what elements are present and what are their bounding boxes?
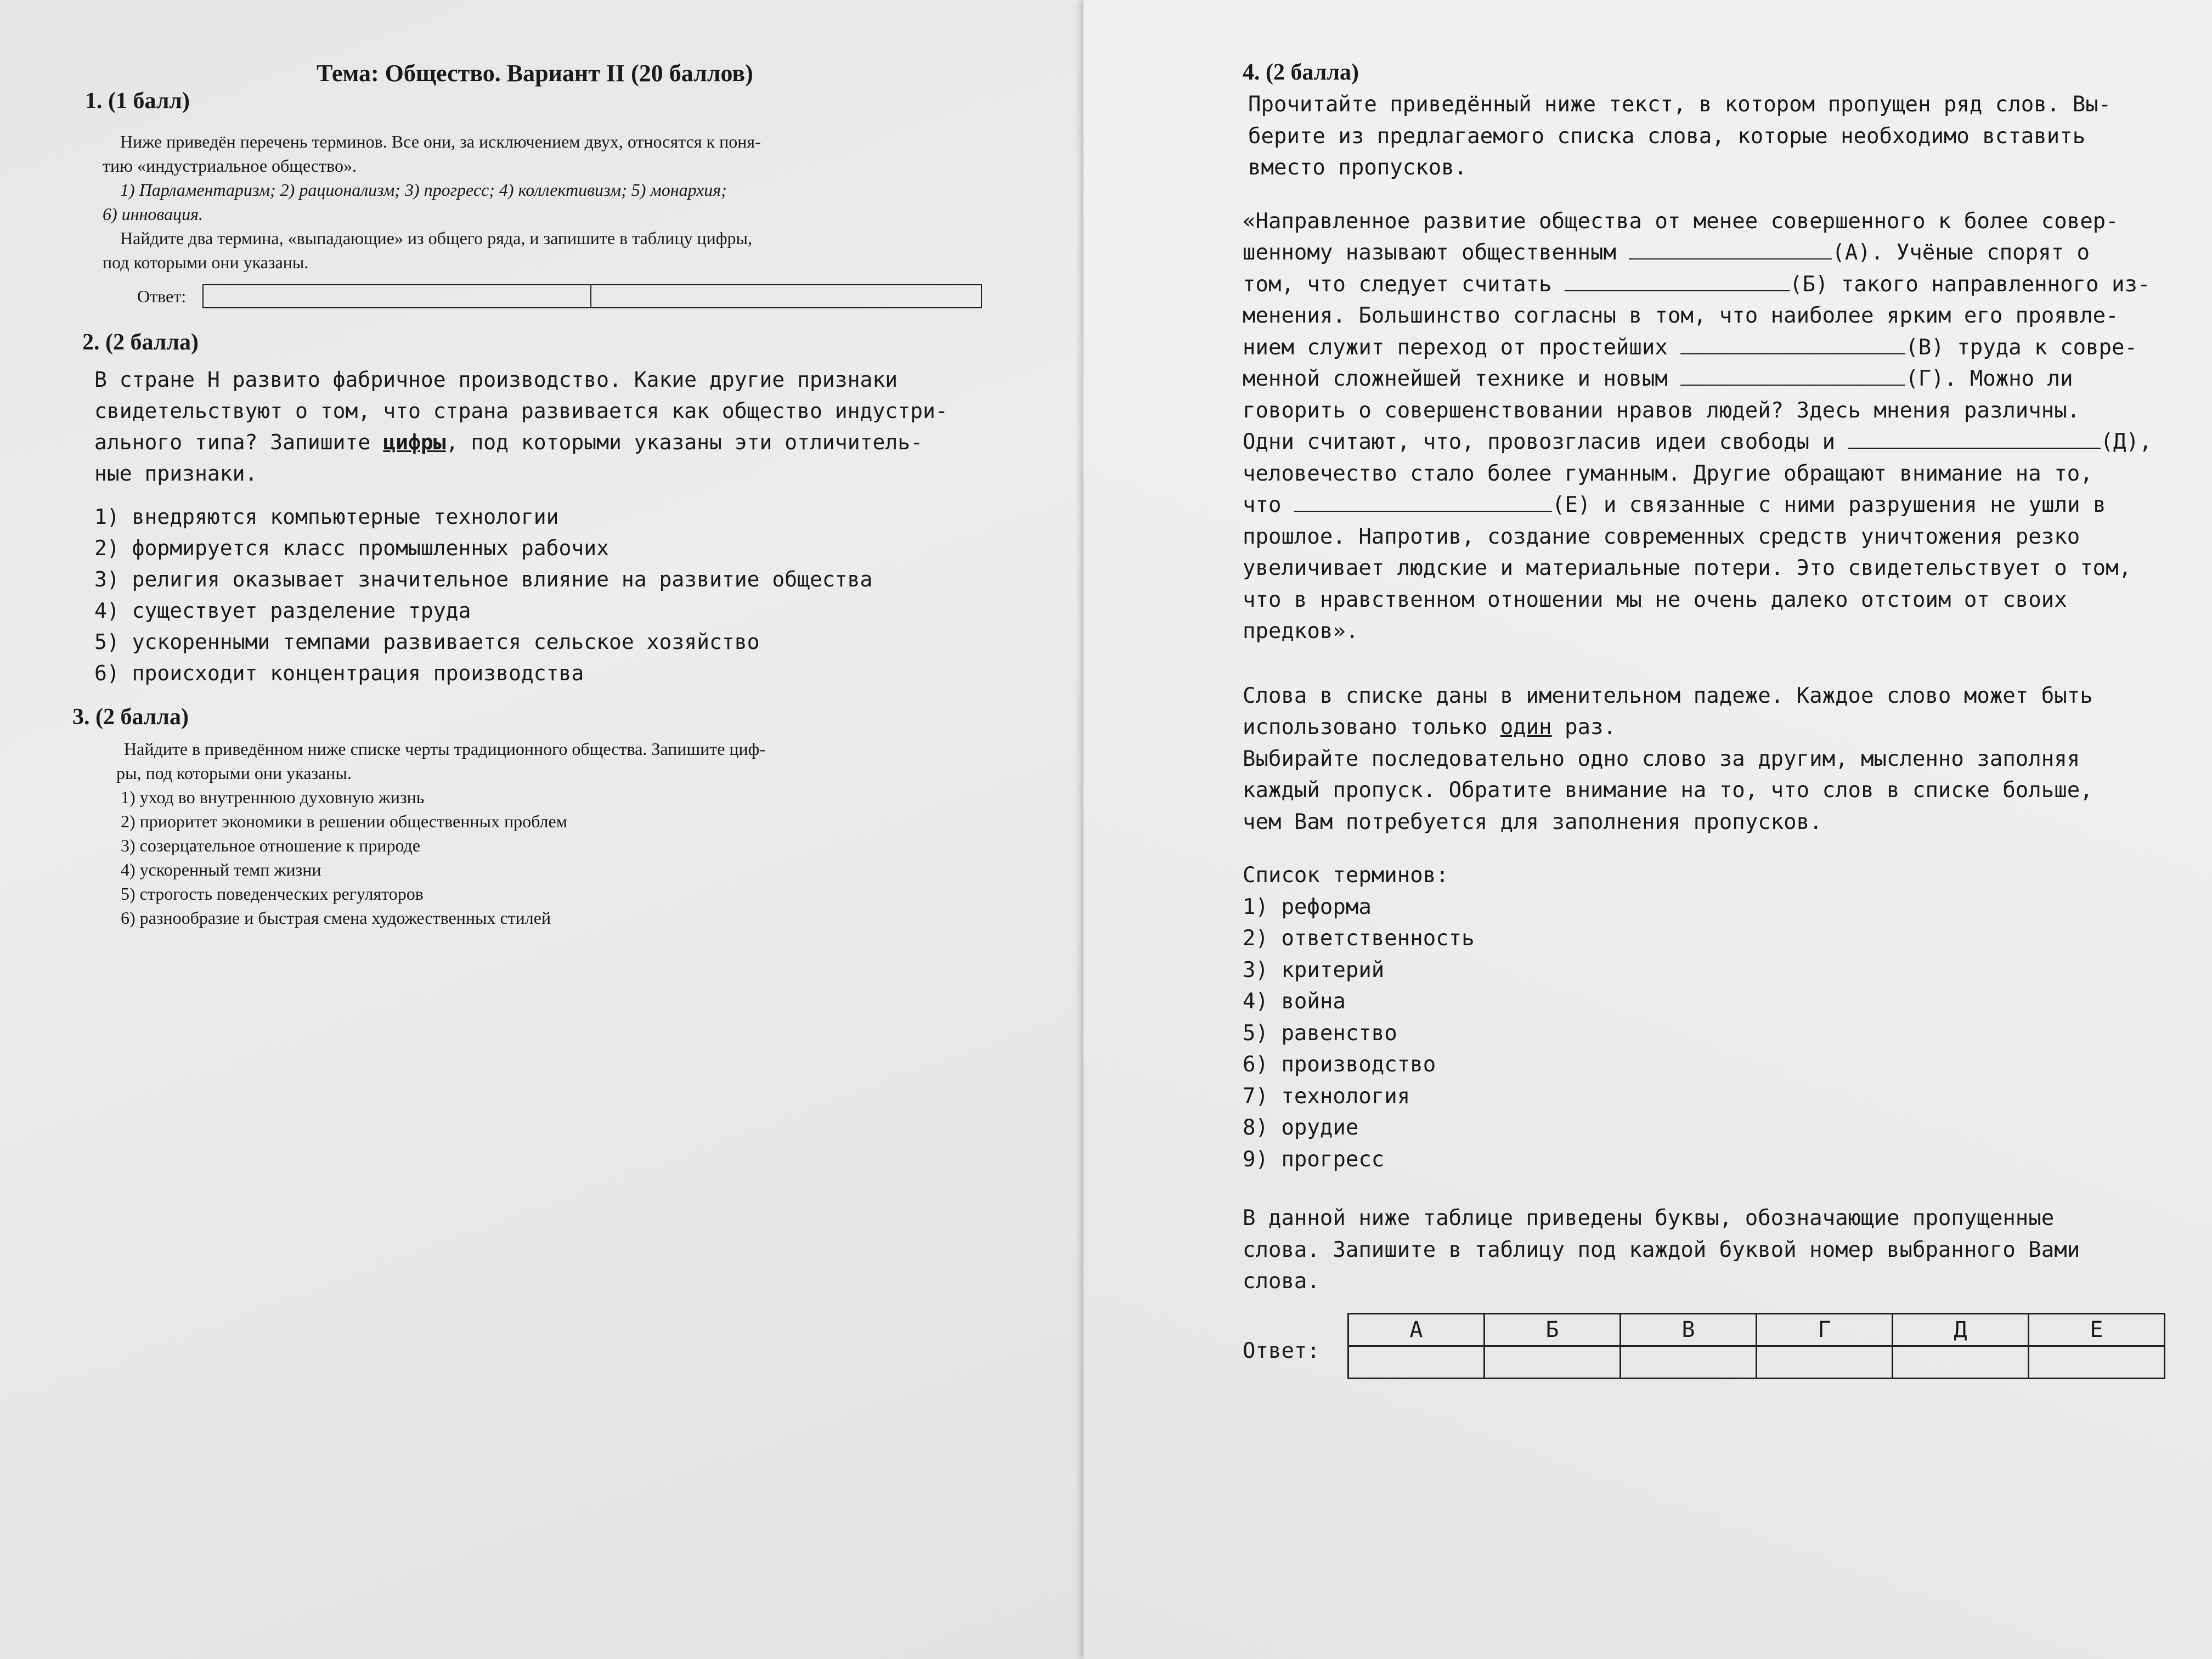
text-line-4: менения. Большинство согласны в том, что наиболее ярким его проявле- (1243, 303, 2119, 328)
rules-line-2-start: использовано только (1243, 715, 1500, 740)
task-3-options (121, 785, 1038, 930)
blank-V[interactable] (1680, 335, 1905, 354)
text-line-12: увеличивает людские и материальные потери. Это свидетельствует о том, (1243, 556, 2132, 580)
text-line-14: предков». (1243, 619, 1359, 644)
task-3-question: Найдите в приведённом ниже списке черты традиционного общества. Запишите циф- (124, 739, 766, 759)
rules-line-5: чем Вам потребуется для заполнения пропусков. (1243, 809, 1822, 834)
term-2: 2) ответственность (1243, 926, 1475, 951)
blank-A[interactable] (1629, 240, 1832, 259)
task-3-option-4: 4) ускоренный темп жизни (121, 860, 321, 879)
answer-table-inputs (1348, 1346, 2164, 1378)
task-3-option-3: 3) созерцательное отношение к природе (121, 836, 421, 855)
answer-letter-V: В (1620, 1313, 1756, 1346)
term-9: 9) прогресс (1243, 1147, 1385, 1172)
task-1-answer-box[interactable] (202, 284, 982, 308)
task-4-intro (1248, 89, 2186, 184)
task-3-question-cont: ры, под которыми они указаны. (116, 763, 352, 783)
task-2-option-3: 3) религия оказывает значительное влияние на развитие общества (94, 567, 873, 591)
answer-cell-G[interactable] (1756, 1346, 1892, 1378)
right-page (1084, 0, 2212, 1659)
task-2-heading: 2. (2 балла) (82, 330, 199, 355)
blank-G[interactable] (1680, 366, 1905, 386)
text-line-5-end: (В) труда к совре- (1905, 335, 2137, 360)
answer-cell-E[interactable] (2028, 1346, 2164, 1378)
text-line-3-start: том, что следует считать (1243, 272, 1565, 297)
blank-D[interactable] (1848, 429, 2101, 449)
task-2-option-5: 5) ускоренными темпами развивается сельское хозяйство (94, 630, 760, 654)
task-4-answer-label: Ответ: (1243, 1339, 1320, 1364)
task-1-heading: 1. (1 балл) (85, 88, 190, 114)
rules-line-4: каждый пропуск. Обратите внимание на то, что слов в списке больше, (1243, 778, 2093, 803)
task-1-intro: Ниже приведён перечень терминов. Все они, за исключением двух, относятся к поня- (120, 132, 761, 151)
task-1-answer-cell-2[interactable] (591, 285, 981, 307)
rules-line-2-end: раз. (1551, 715, 1616, 740)
task-1-intro-cont: тию «индустриальное общество». (103, 156, 357, 176)
text-line-6 (1243, 363, 2186, 395)
text-line-9: человечество стало более гуманным. Другие обращают внимание на то, (1243, 461, 2093, 486)
task-1-body (85, 129, 1007, 274)
table-intro-line-1: В данной ниже таблице приведены буквы, обозначающие пропущенные (1243, 1206, 2055, 1231)
task-2-question (94, 364, 1037, 489)
task-2-question-line-4: ные признаки. (94, 461, 258, 486)
text-line-8-end: (Д), (2100, 430, 2152, 454)
text-line-10-start: что (1243, 493, 1294, 517)
text-line-3 (1243, 269, 2186, 301)
task-3-body (72, 737, 1038, 785)
task-4-heading: 4. (2 балла) (1243, 60, 1359, 85)
task-1-terms-cont: 6) инновация. (103, 204, 203, 224)
text-line-1: «Направленное развитие общества от менее совершенного к более совер- (1243, 208, 2119, 234)
text-line-10-end: (Е) и связанные с ними разрушения не ушли в (1551, 493, 2106, 517)
answer-cell-B[interactable] (1484, 1346, 1620, 1378)
task-1-answer-cell-1[interactable] (204, 285, 591, 307)
text-line-11: прошлое. Напротив, создание современных средств уничтожения резко (1243, 524, 2080, 549)
page-title: Тема: Общество. Вариант II (20 баллов) (317, 60, 753, 87)
task-1 (85, 88, 1007, 308)
term-4: 4) война (1243, 989, 1346, 1014)
answer-letter-B: Б (1484, 1313, 1620, 1346)
task-2-option-4: 4) существует разделение труда (94, 599, 471, 623)
task-4-answer (1243, 1313, 2186, 1379)
answer-table-header (1348, 1313, 2164, 1346)
task-1-answer-label: Ответ: (137, 286, 187, 306)
term-1: 1) реформа (1243, 894, 1372, 919)
task-4-intro-line-1: Прочитайте приведённый ниже текст, в котором пропущен ряд слов. Вы- (1248, 92, 2112, 117)
task-4 (1243, 59, 2186, 1379)
answer-cell-D[interactable] (1892, 1346, 2028, 1378)
table-intro-line-3: слова. (1243, 1269, 1320, 1294)
term-6: 6) производство (1243, 1052, 1436, 1077)
text-line-6-end: (Г). Можно ли (1905, 366, 2073, 391)
task-1-instruction: Найдите два термина, «выпадающие» из общего ряда, и запишите в таблицу цифры, (120, 228, 752, 248)
blank-B[interactable] (1565, 272, 1790, 291)
text-line-2 (1243, 237, 2186, 269)
text-line-2-end: (А). Учёные спорят о (1832, 240, 2090, 265)
task-3-option-1: 1) уход во внутреннюю духовную жизнь (121, 787, 425, 807)
answer-cell-V[interactable] (1620, 1346, 1756, 1378)
task-1-instruction-cont: под которыми они указаны. (103, 252, 309, 272)
term-7: 7) технология (1243, 1084, 1410, 1109)
rules-emphasis-one: один (1500, 715, 1552, 740)
task-2-question-line-2: свидетельствуют о том, что страна развивается как общество индустри- (94, 399, 948, 423)
task-1-terms: 1) Парламентаризм; 2) рационализм; 3) прогресс; 4) коллективизм; 5) монархия; (120, 180, 727, 200)
term-3: 3) критерий (1243, 957, 1385, 983)
task-1-answer (137, 284, 1007, 308)
terms-list (1243, 891, 2186, 1176)
task-3 (72, 704, 1038, 930)
answer-letter-G: Г (1756, 1313, 1892, 1346)
task-2-q3-emphasis: цифры (383, 430, 446, 454)
term-5: 5) равенство (1243, 1020, 1397, 1046)
task-4-intro-line-2: берите из предлагаемого списка слова, которые необходимо вставить (1248, 123, 2086, 149)
term-8: 8) орудие (1243, 1115, 1359, 1140)
table-intro (1243, 1203, 2186, 1297)
task-4-rules (1243, 680, 2186, 838)
task-2-q3-start: ального типа? Запишите (94, 430, 383, 454)
task-2-option-6: 6) происходит концентрация производства (94, 661, 584, 685)
table-intro-line-2: слова. Запишите в таблицу под каждой буквой номер выбранного Вами (1243, 1237, 2080, 1262)
task-2-option-2: 2) формируется класс промышленных рабочих (94, 536, 609, 560)
task-3-heading: 3. (2 балла) (72, 704, 189, 730)
text-line-5-start: нием служит переход от простейших (1243, 335, 1681, 360)
blank-E[interactable] (1294, 492, 1552, 512)
rules-line-1: Слова в списке даны в именительном падеже. Каждое слово может быть (1243, 683, 2093, 708)
answer-cell-A[interactable] (1348, 1346, 1484, 1378)
task-2-option-1: 1) внедряются компьютерные технологии (94, 505, 559, 529)
terms-list-title: Список терминов: (1243, 863, 1449, 888)
task-4-text (1243, 206, 2186, 647)
task-2-question-line-1: В стране Н развито фабричное производство. Какие другие признаки (94, 368, 898, 392)
text-line-2-start: шенному называют общественным (1243, 240, 1629, 265)
task-4-intro-line-3: вместо пропусков. (1248, 155, 1468, 180)
task-2-question-line-3 (94, 427, 1037, 458)
task-2-q3-end: , под которыми указаны эти отличитель- (445, 430, 923, 454)
text-line-6-start: менной сложнейшей технике и новым (1243, 366, 1681, 391)
left-page (0, 0, 1084, 1659)
task-2-options (94, 501, 1037, 689)
task-2 (82, 329, 1037, 689)
answer-letter-D: Д (1892, 1313, 2028, 1346)
answer-letter-A: А (1348, 1313, 1484, 1346)
text-line-3-end: (Б) такого направленного из- (1790, 272, 2151, 297)
text-line-5 (1243, 332, 2186, 364)
rules-line-2 (1243, 712, 2186, 743)
task-3-option-2: 2) приоритет экономики в решении общественных проблем (121, 811, 567, 831)
text-line-8-start: Одни считают, что, провозгласив идеи свободы и (1243, 430, 1848, 454)
text-line-8 (1243, 426, 2186, 458)
rules-line-3: Выбирайте последовательно одно слово за другим, мысленно заполняя (1243, 746, 2080, 771)
text-line-10 (1243, 489, 2186, 521)
task-3-option-5: 5) строгость поведенческих регуляторов (121, 884, 424, 904)
answer-table (1347, 1313, 2165, 1379)
text-line-7: говорить о совершенствовании нравов людей? Здесь мнения различны. (1243, 398, 2080, 423)
text-line-13: что в нравственном отношении мы не очень далеко отстоим от своих (1243, 587, 2067, 612)
task-3-option-6: 6) разнообразие и быстрая смена художественных стилей (121, 908, 551, 928)
answer-letter-E: Е (2028, 1313, 2164, 1346)
